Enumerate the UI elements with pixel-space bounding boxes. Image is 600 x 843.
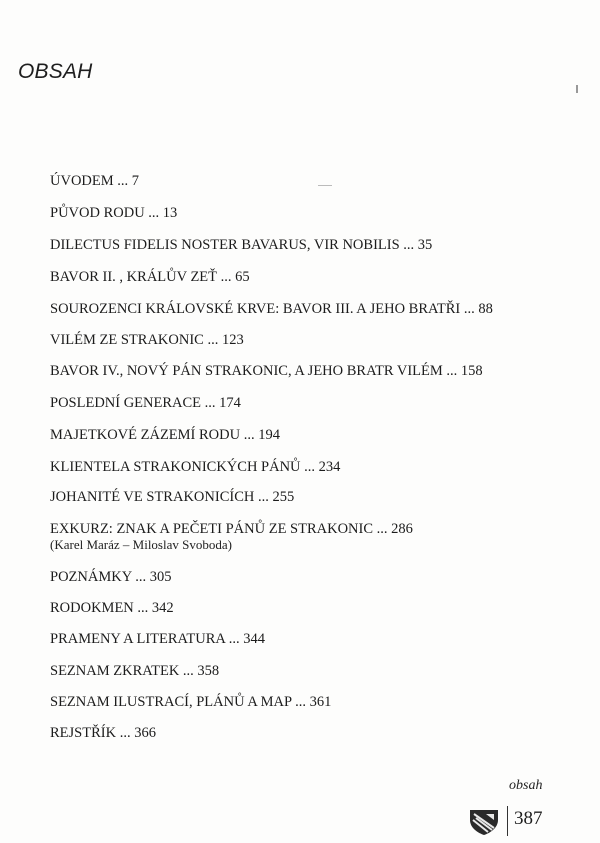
toc-entry-title: EXKURZ: ZNAK A PEČETI PÁNŮ ZE STRAKONIC ... 286 xyxy=(50,521,413,537)
toc-entry-title: SEZNAM ZKRATEK ... 358 xyxy=(50,663,220,679)
page-number: 387 xyxy=(514,808,543,829)
toc-entry-title: BAVOR IV., NOVÝ PÁN STRAKONIC, A JEHO BRATR VILÉM ... 158 xyxy=(50,363,483,379)
toc-entry-title: SOUROZENCI KRÁLOVSKÉ KRVE: BAVOR III. A JEHO BRATŘI ... 88 xyxy=(50,301,493,317)
toc-entry-title: RODOKMEN ... 342 xyxy=(50,600,174,616)
toc-entry-title: DILECTUS FIDELIS NOSTER BAVARUS, VIR NOBILIS ... 35 xyxy=(50,237,433,253)
toc-entry-title: MAJETKOVÉ ZÁZEMÍ RODU ... 194 xyxy=(50,427,280,443)
scan-speck xyxy=(318,185,332,186)
scan-speck xyxy=(576,85,578,93)
page-title: OBSAH xyxy=(18,60,93,83)
toc-entry-title: PŮVOD RODU ... 13 xyxy=(50,205,178,221)
running-footer-label: obsah xyxy=(509,778,543,793)
footer-divider xyxy=(507,806,508,836)
toc-entry-title: JOHANITÉ VE STRAKONICÍCH ... 255 xyxy=(50,489,295,505)
toc-entry-title: KLIENTELA STRAKONICKÝCH PÁNŮ ... 234 xyxy=(50,459,341,475)
toc-entry-authors: (Karel Maráz – Miloslav Svoboda) xyxy=(50,537,232,552)
toc-entry-title: ÚVODEM ... 7 xyxy=(50,173,140,189)
toc-entry-title: POZNÁMKY ... 305 xyxy=(50,569,172,585)
toc-entry-title: SEZNAM ILUSTRACÍ, PLÁNŮ A MAP ... 361 xyxy=(50,694,332,710)
toc-entry-title: VILÉM ZE STRAKONIC ... 123 xyxy=(50,332,244,348)
toc-entry-title: POSLEDNÍ GENERACE ... 174 xyxy=(50,395,241,411)
toc-entry-title: BAVOR II. , KRÁLŮV ZEŤ ... 65 xyxy=(50,269,250,285)
toc-entry-title: REJSTŘÍK ... 366 xyxy=(50,725,156,741)
shield-emblem-icon xyxy=(468,808,500,836)
toc-entry-title: PRAMENY A LITERATURA ... 344 xyxy=(50,631,265,647)
